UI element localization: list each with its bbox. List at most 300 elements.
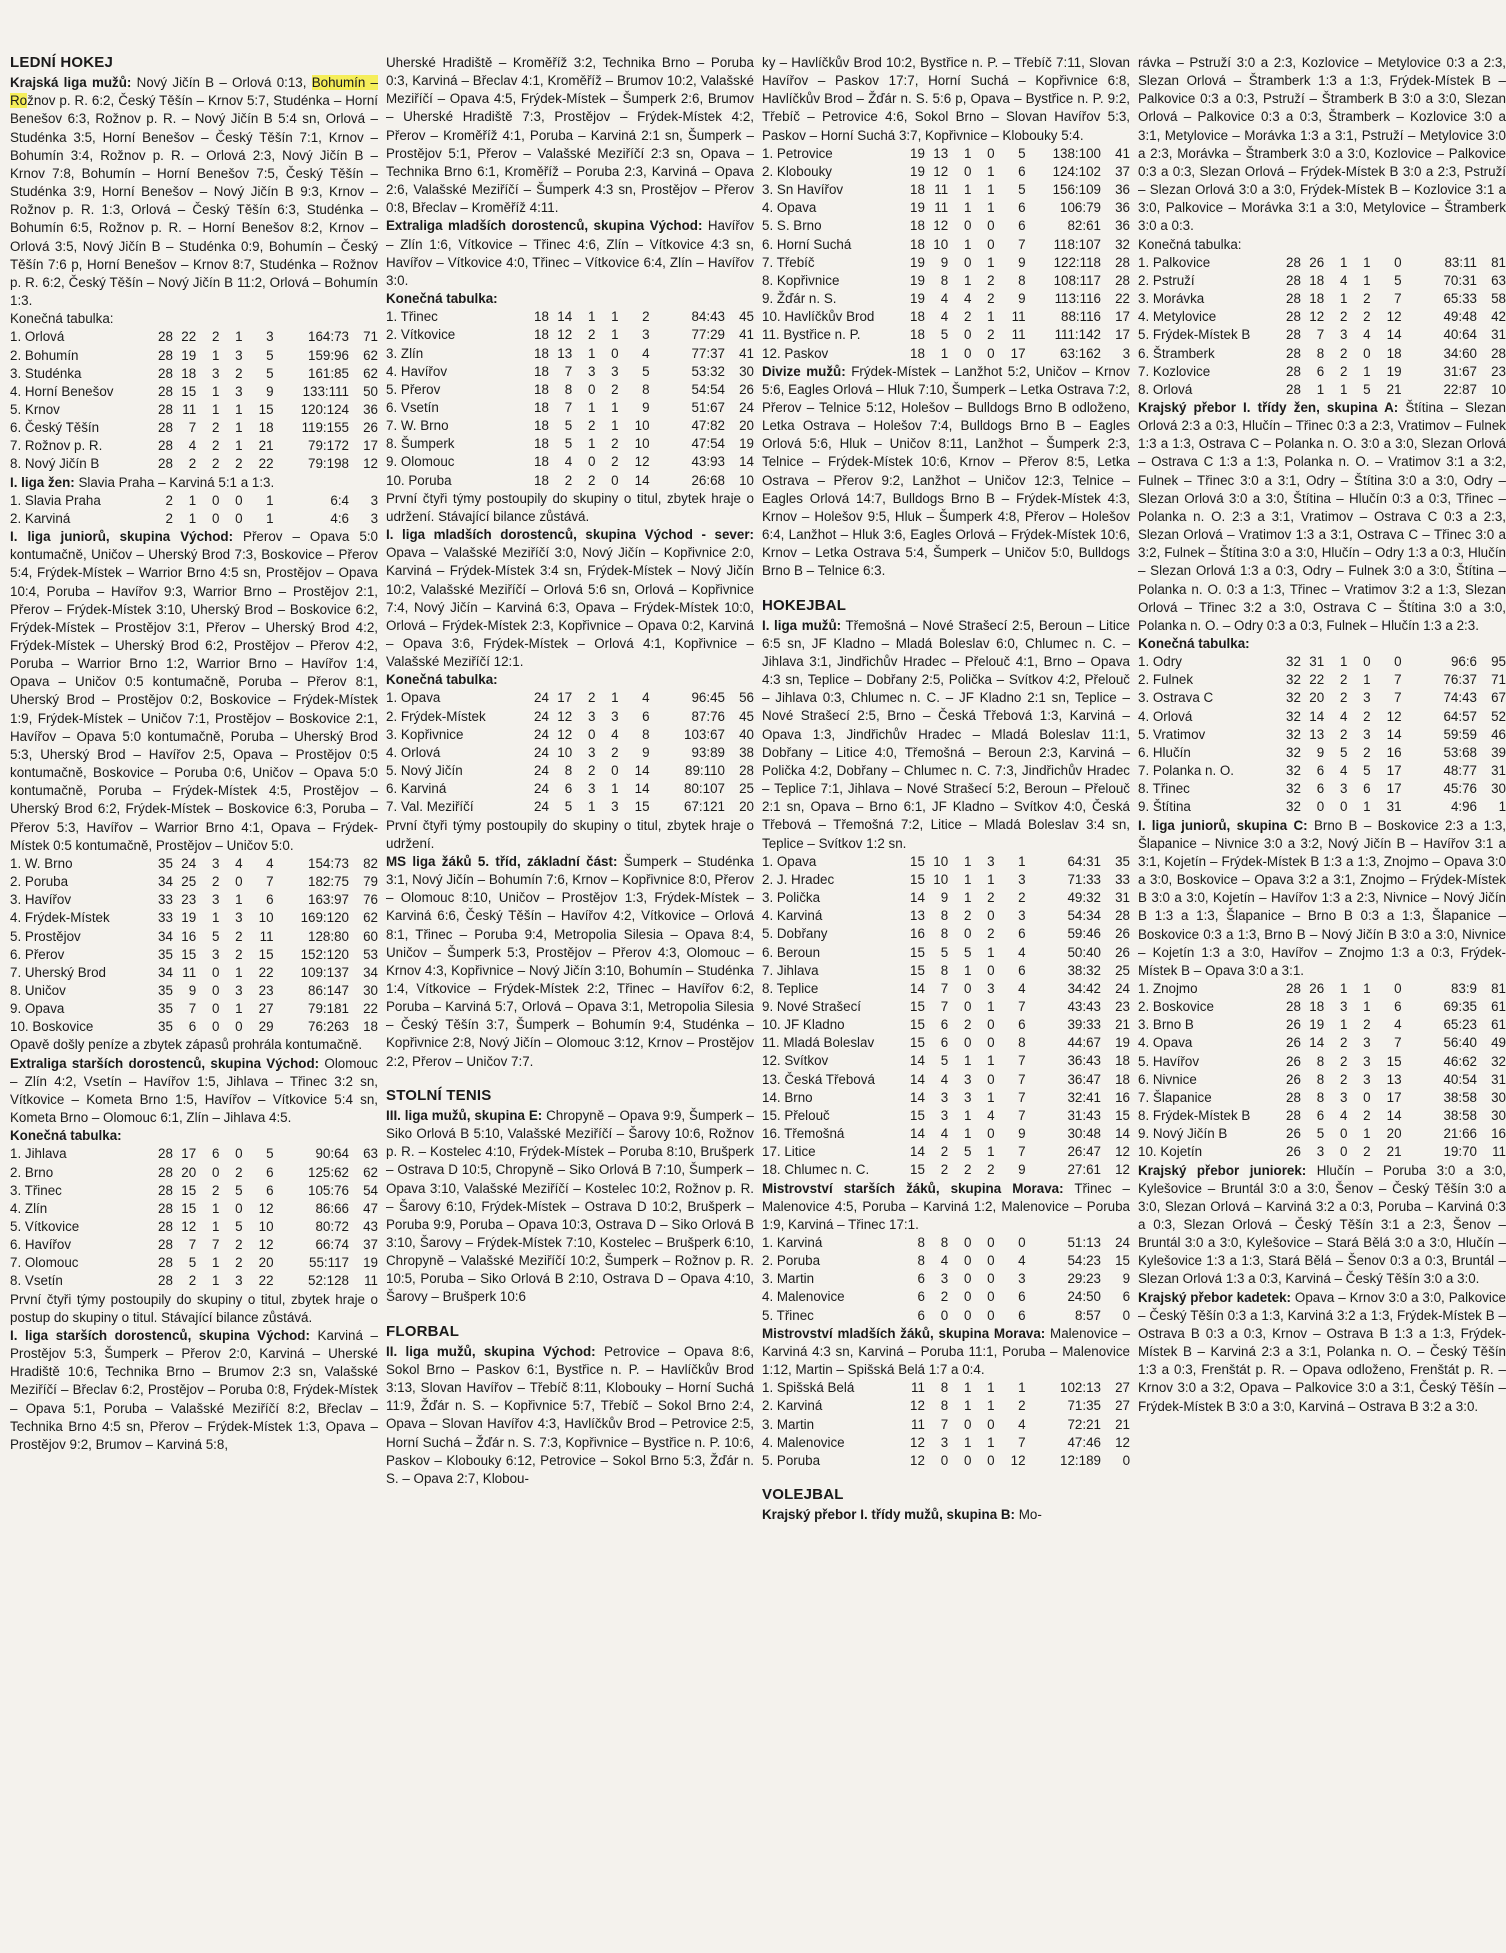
stat-cell: 82:61 <box>1067 218 1101 234</box>
stat-cell: 3 <box>235 1273 243 1289</box>
stat-cell: 26:68 <box>691 472 725 488</box>
stat-cell: 2 <box>211 874 220 890</box>
team-name: 7. Kozlovice <box>1138 363 1211 379</box>
stat-cell: 15 <box>910 1017 925 1033</box>
stat-cell: 61 <box>1491 1017 1506 1033</box>
results-paragraph <box>1138 1289 1506 1416</box>
stat-cell: 45 <box>739 708 755 724</box>
table-row <box>10 946 378 964</box>
stat-cell: 0 <box>963 345 972 361</box>
stat-cell: 2 <box>1339 672 1348 688</box>
stat-cell: 18 <box>910 182 925 198</box>
stat-cell: 2 <box>235 1237 243 1253</box>
stat-cell: 14 <box>557 309 573 325</box>
stat-cell: 0 <box>611 345 619 361</box>
stat-cell: 2 <box>987 291 995 307</box>
table-row <box>1138 744 1506 762</box>
team-name: 6. Přerov <box>10 946 65 962</box>
stat-cell: 19 <box>910 145 925 161</box>
table-row <box>10 401 378 419</box>
stat-cell: 1 <box>987 998 995 1014</box>
team-name: 6. Horní Suchá <box>762 236 852 252</box>
stat-cell: 12 <box>933 163 949 179</box>
stat-cell: 3 <box>370 492 379 508</box>
table-row <box>1138 345 1506 363</box>
results-text: rávka – Pstruží 3:0 a 2:3, Kozlovice – Metylovice 0:3 a 2:3, Slezan Orlová – Štramberk 1:3 a 1:3, Frýdek-Místek B – Palkovice 0:3 a 0:3, Pstruží – Štramberk B 3:0 a 3:0, Slezan Orlová – Palkovice 0:3 a 0:3, Štramberk – Kozlovice 3:0 a 3:1, Metylovice – Morávka 1:3 a 3:1, Pstruží – Metylovice 3:0 a 2:3, Morávka – Štramberk 3:0 a 3:0, Kozlovice – Palkovice 0:3 a 0:3, Slezan Orlová – Frýdek-Místek B 3:0 a 2:3, Pstruží – Slezan Orlová 3:0 a 3:0, Frýdek-Místek B – Kozlovice 3:1 a 3:0, Palkovice – Morávka 3:1 a 3:0, Metylovice – Štramberk 3:0 a 0:3. <box>1138 55 1506 234</box>
team-name: 11. Mladá Boleslav <box>762 1035 875 1051</box>
stat-cell: 2 <box>235 928 243 944</box>
stat-cell: 19 <box>181 910 197 926</box>
stat-cell: 47 <box>363 1200 379 1216</box>
stat-cell: 4 <box>1339 763 1348 779</box>
table-row <box>386 708 754 726</box>
stat-cell: 11 <box>182 964 197 980</box>
stat-cell: 23 <box>1491 363 1506 379</box>
stat-cell: 30 <box>1491 781 1506 797</box>
stat-cell: 6 <box>642 708 650 724</box>
stat-cell: 0 <box>587 726 596 742</box>
stat-cell: 5 <box>266 365 274 381</box>
stat-cell: 9 <box>188 982 197 998</box>
stat-cell: 3 <box>1339 999 1348 1015</box>
stat-cell: 32 <box>1286 781 1301 797</box>
stat-cell: 74:43 <box>1443 690 1477 706</box>
table-row <box>762 1252 1130 1270</box>
stat-cell: 3 <box>987 980 995 996</box>
stat-cell: 20 <box>181 1164 197 1180</box>
results-text: Olomouc – Zlín 4:2, Vsetín – Havířov 1:5, Jihlava – Třinec 3:2 sn, Vítkovice – Kometa Brno 1:5, Havířov – Vítkovice 5:4 sn, Kometa Brno – Olomouc 6:1, Zlín – Jihlava 4:5. <box>10 1055 378 1126</box>
stat-cell: 1 <box>963 962 972 978</box>
stat-cell: 6 <box>1018 1289 1026 1305</box>
stat-cell: 4 <box>642 345 650 361</box>
stat-cell: 0 <box>1394 654 1402 670</box>
stat-cell: 10 <box>258 910 274 926</box>
stat-cell: 1 <box>940 345 949 361</box>
stat-cell: 36 <box>1115 200 1131 216</box>
stat-cell: 54:23 <box>1067 1253 1101 1269</box>
stat-cell: 156:109 <box>1052 182 1101 198</box>
stat-cell: 28 <box>158 1219 173 1234</box>
competition-name: MS liga žáků 5. tříd, základní část: <box>386 853 618 869</box>
stat-cell: 5 <box>188 1255 197 1271</box>
stat-cell: 5 <box>266 347 274 363</box>
stat-cell: 56:40 <box>1443 1035 1477 1051</box>
team-name: 2. Klobouky <box>762 163 832 179</box>
stat-cell: 32 <box>1491 1053 1506 1069</box>
stat-cell: 9 <box>1018 1126 1026 1142</box>
stat-cell: 15 <box>634 799 650 815</box>
stat-cell: 17 <box>1386 763 1402 779</box>
stat-cell: 28 <box>158 438 173 454</box>
stat-cell: 1 <box>963 236 972 252</box>
standings-table <box>762 1379 1130 1470</box>
stat-cell: 12 <box>1010 1452 1026 1468</box>
stat-cell: 1 <box>987 1398 995 1414</box>
stat-cell: 2 <box>235 946 243 962</box>
table-row <box>10 455 378 473</box>
stat-cell: 2 <box>940 1144 949 1160</box>
stat-cell: 12 <box>258 1200 274 1216</box>
stat-cell: 8 <box>564 763 573 779</box>
stat-cell: 59:46 <box>1067 926 1101 942</box>
stat-cell: 7 <box>564 363 573 379</box>
team-name: 7. Polanka n. O. <box>1138 763 1235 779</box>
stat-cell: 1 <box>211 383 220 399</box>
team-name: 3. Polička <box>762 890 821 906</box>
stat-cell: 28 <box>158 420 173 436</box>
stat-cell: 3 <box>963 1071 972 1087</box>
team-name: 8. Nový Jičín B <box>10 456 100 472</box>
stat-cell: 1 <box>987 1089 995 1105</box>
stat-cell: 9 <box>1018 1162 1026 1178</box>
stat-cell: 3 <box>1363 690 1371 706</box>
stat-cell: 8 <box>940 926 949 942</box>
stat-cell: 3 <box>987 853 995 869</box>
stat-cell: 66:74 <box>315 1237 349 1253</box>
stat-cell: 20 <box>739 799 755 815</box>
stat-cell: 30 <box>1491 1089 1506 1105</box>
team-name: 7. W. Brno <box>386 418 449 434</box>
stat-cell: 9 <box>642 399 650 415</box>
stat-cell: 4 <box>1363 327 1371 343</box>
stat-cell: 0 <box>987 1235 995 1250</box>
stat-cell: 1 <box>587 345 596 361</box>
stat-cell: 5 <box>940 327 949 343</box>
stat-cell: 0 <box>987 1035 995 1051</box>
results-paragraph <box>386 217 754 290</box>
stat-cell: 0 <box>1363 1089 1371 1105</box>
stat-cell: 34 <box>363 964 379 980</box>
table-row <box>10 365 378 383</box>
table-row <box>1138 381 1506 399</box>
stat-cell: 3 <box>211 855 220 871</box>
stat-cell: 18 <box>534 472 549 488</box>
stat-cell: 1 <box>987 944 995 960</box>
table-row <box>10 1145 378 1163</box>
stat-cell: 14 <box>910 1071 925 1087</box>
table-row <box>762 1452 1130 1470</box>
stat-cell: 8 <box>940 962 949 978</box>
stat-cell: 2 <box>940 1162 949 1178</box>
stat-cell: 1 <box>1363 799 1371 815</box>
table-row <box>762 1397 1130 1415</box>
stat-cell: 3 <box>587 744 596 760</box>
stat-cell: 26 <box>1309 980 1325 996</box>
table-label: Konečná tabulka: <box>1138 236 1242 252</box>
stat-cell: 38:58 <box>1443 1108 1477 1124</box>
team-name: 3. Morávka <box>1138 291 1205 307</box>
stat-cell: 21:66 <box>1443 1126 1477 1142</box>
team-name: 7. Šlapanice <box>1138 1089 1212 1105</box>
stat-cell: 32 <box>1286 654 1301 670</box>
stat-cell: 79:198 <box>308 456 349 472</box>
stat-cell: 2 <box>963 1017 972 1033</box>
stat-cell: 0 <box>1018 1235 1026 1250</box>
table-row <box>386 780 754 798</box>
table-row <box>762 345 1130 363</box>
standings-table <box>1138 653 1506 816</box>
table-row <box>1138 726 1506 744</box>
team-name: 5. S. Brno <box>762 218 822 234</box>
table-row <box>10 328 378 346</box>
competition-name: Krajský přebor I. třídy žen, skupina A: <box>1138 399 1399 415</box>
stat-cell: 2 <box>235 1255 243 1271</box>
stat-cell: 7 <box>188 420 197 436</box>
stat-cell: 10 <box>739 472 755 488</box>
team-name: 1. Orlová <box>10 329 65 345</box>
stat-cell: 18 <box>1309 291 1325 307</box>
stat-cell: 8 <box>1316 1053 1325 1069</box>
team-name: 1. Odry <box>1138 654 1182 670</box>
standings-table <box>10 855 378 1037</box>
stat-cell: 3 <box>266 329 274 345</box>
stat-cell: 2 <box>587 763 596 779</box>
table-row <box>386 417 754 435</box>
stat-cell: 28 <box>158 365 173 381</box>
stat-cell: 26 <box>1286 1144 1301 1160</box>
stat-cell: 4 <box>188 438 197 454</box>
stat-cell: 2 <box>1339 1071 1348 1087</box>
stat-cell: 5 <box>235 1182 243 1198</box>
team-name: 7. Olomouc <box>10 1255 79 1271</box>
stat-cell: 24 <box>1115 980 1131 996</box>
stat-cell: 1 <box>1339 654 1348 670</box>
stat-cell: 0 <box>611 763 619 779</box>
stat-cell: 35 <box>158 982 173 998</box>
stat-cell: 15 <box>910 1035 925 1051</box>
team-name: 2. Bohumín <box>10 347 79 363</box>
stat-cell: 1 <box>1339 291 1348 307</box>
stat-cell: 3 <box>1363 1035 1371 1051</box>
stat-cell: 24 <box>739 399 755 415</box>
results-text: Karviná – Prostějov 5:3, Šumperk – Přerov 2:0, Karviná – Uherské Hradiště 10:6, Technika Brno – Brumov 2:3 sn, Valašské Meziříčí – Břeclav 6:2, Prostějov – Poruba 0:8, Frýdek-Místek – Opava 5:1, Poruba – Valašské Meziříčí 8:2, Břeclav – Technika Brno 4:5 sn, Přerov – Frýdek-Místek 1:3, Opava – Prostějov 9:2, Brumov – Karviná 5:8, <box>10 1327 378 1452</box>
stat-cell: 1 <box>211 1200 220 1216</box>
stat-cell: 17 <box>1386 781 1402 797</box>
stat-cell: 12 <box>1115 1434 1131 1450</box>
stat-cell: 4 <box>1339 708 1348 724</box>
table-row <box>1138 1125 1506 1143</box>
stat-cell: 30 <box>363 982 379 998</box>
stat-cell: 19 <box>1309 1017 1325 1033</box>
stat-cell: 4 <box>1339 1108 1348 1124</box>
standings-table <box>762 853 1130 1180</box>
results-text: ky – Havlíčkův Brod 10:2, Bystřice n. P. – Třebíč 7:11, Slovan Havířov – Paskov 17:7, Horní Suchá – Kopřivnice 6:8, Havlíčkův Brod – Žďár n. S. 5:6 p, Opava – Bystřice n. P. 9:2, Třebíč – Petrovice 4:6, Sokol Brno – Slovan Havířov 5:3, Paskov – Horní Suchá 3:7, Kopřivnice – Klobouky 5:4. <box>762 55 1130 143</box>
stat-cell: 15 <box>910 853 925 869</box>
competition-name: II. liga mužů, skupina Východ: <box>386 1343 596 1359</box>
stat-cell: 2 <box>188 456 197 472</box>
table-row <box>10 1254 378 1272</box>
stat-cell: 1 <box>1363 254 1371 270</box>
stat-cell: 0 <box>235 1200 243 1216</box>
stat-cell: 26 <box>1115 926 1131 942</box>
team-name: 2. Poruba <box>762 1253 821 1269</box>
results-text: Havířov – Zlín 1:6, Vítkovice – Třinec 4:6, Zlín – Vítkovice 4:3 sn, Havířov – Vítkovice 4:0, Třinec – Vítkovice 6:4, Zlín – Havířov 3:0. <box>386 218 754 288</box>
stat-cell: 2 <box>963 908 972 924</box>
table-row <box>1138 708 1506 726</box>
section-heading: STOLNÍ TENIS <box>386 1086 492 1104</box>
stat-cell: 28 <box>158 1200 173 1216</box>
stat-cell: 3 <box>1363 1071 1371 1087</box>
stat-cell: 18 <box>910 345 925 361</box>
table-row <box>386 726 754 744</box>
table-row <box>10 1236 378 1254</box>
stat-cell: 1 <box>587 309 596 325</box>
stat-cell: 0 <box>963 980 972 996</box>
results-paragraph <box>386 1107 754 1307</box>
competition-name: I. liga starších dorostenců, skupina Východ: <box>10 1327 310 1343</box>
stat-cell: 35 <box>158 855 173 871</box>
stat-cell: 41 <box>1115 145 1131 161</box>
results-text: Štítina – Slezan Orlová 2:3 a 0:3, Hlučín – Třinec 0:3 a 2:3, Vratimov – Fulnek 1:3 a 1:3, Ostrava C – Polanka n. O. 3:0 a 3:0, Slezan Orlová – Ostrava C 1:3 a 1:3, Polanka n. O. – Vratimov 3:1 a 3:2, Fulnek – Třinec 3:0 a 3:1, Odry – Štítina 3:0 a 3:0, Odry – Slezan Orlová 3:0 a 3:0, Štítina – Hlučín 0:3 a 0:3, Třinec – Polanka n. O. 2:3 a 3:1, Vratimov – Ostrava C 0:3 a 2:3, Slezan Orlová – Vratimov 1:3 a 3:1, Ostrava C – Třinec 3:0 a 3:2, Fulnek – Štítina 3:0 a 3:0, Hlučín – Odry 1:3 a 0:3, Hlučín – Slezan Orlová 1:3 a 0:3, Odry – Fulnek 3:0 a 3:0, Štítina – Polanka n. O. 0:3 a 1:3, Třinec – Vratimov 3:2 a 1:3, Slezan Orlová – Třinec 3:2 a 3:0, Ostrava C – Štítina 3:0 a 3:0, Polanka n. O. – Odry 0:3 a 0:3, Fulnek – Hlučín 1:3 a 2:3. <box>1138 399 1506 633</box>
team-name: 8. Orlová <box>1138 381 1193 397</box>
stat-cell: 2 <box>1363 744 1371 760</box>
results-text: Šumperk – Studénka 3:1, Nový Jičín – Bohumín 7:6, Krnov – Kopřivnice 8:0, Přerov – Olomouc 8:10, Uničov – Prostějov 1:3, Frýdek-Místek – Karviná 6:6, Český Těšín – Havířov 4:2, Vítkovice – Orlová 8:1, Třinec – Poruba 9:4, Metropolia Silesia – Opava 8:4, Uničov – Šumperk 5:3, Prostějov – Přerov 4:3, Olomouc – Krnov 4:3, Kopřivnice – Nový Jičín 3:10, Bohumín – Studénka 1:4, Vítkovice – Frýdek-Místek 2:2, Třinec – Havířov 6:2, Poruba – Karviná 5:7, Orlová – Opava 3:1, Metropolia Silesia – Český Těšín 3:7, Šumperk – Bohumín 9:4, Studénka – Kopřivnice 2:8, Nový Jičín – Olomouc 3:12, Krnov – Prostějov 2:2, Přerov – Uničov 7:7. <box>386 853 754 1069</box>
stat-cell: 24 <box>1115 1235 1131 1250</box>
stat-cell: 17 <box>363 438 379 454</box>
stat-cell: 12 <box>181 1219 197 1234</box>
team-name: 17. Litice <box>762 1144 816 1160</box>
results-text: Slavia Praha – Karviná 5:1 a 1:3. <box>74 474 275 490</box>
stat-cell: 12 <box>910 1398 925 1414</box>
table-row <box>762 1125 1130 1143</box>
stat-cell: 22 <box>1115 291 1131 307</box>
team-name: 4. Malenovice <box>762 1434 845 1450</box>
stat-cell: 0 <box>1339 1144 1348 1160</box>
stat-cell: 19 <box>181 347 197 363</box>
stat-cell: 0 <box>211 982 220 998</box>
stat-cell: 7 <box>940 998 949 1014</box>
stat-cell: 6 <box>266 1182 274 1198</box>
stat-cell: 4 <box>940 1126 949 1142</box>
stat-cell: 17 <box>1115 309 1131 325</box>
stat-cell: 36:47 <box>1067 1071 1101 1087</box>
stat-cell: 0 <box>987 908 995 924</box>
stat-cell: 7 <box>940 1416 949 1432</box>
column-4 <box>1138 54 1506 1953</box>
results-paragraph <box>1138 1162 1506 1289</box>
stat-cell: 1 <box>987 871 995 887</box>
stat-cell: 28 <box>158 1164 173 1180</box>
stat-cell: 28 <box>1115 908 1131 924</box>
stat-cell: 31:43 <box>1067 1107 1101 1123</box>
stat-cell: 8 <box>564 381 573 397</box>
stat-cell: 15 <box>910 944 925 960</box>
stat-cell: 26 <box>1286 1126 1301 1142</box>
stat-cell: 39:33 <box>1067 1017 1101 1033</box>
stat-cell: 8 <box>642 381 650 397</box>
competition-name: I. liga juniorů, skupina Východ: <box>10 529 234 545</box>
stat-cell: 24 <box>534 799 549 815</box>
team-name: 1. Karviná <box>762 1235 823 1250</box>
stat-cell: 28 <box>1115 254 1131 270</box>
stat-cell: 65:23 <box>1443 1017 1477 1033</box>
stat-cell: 31 <box>1309 654 1325 670</box>
stat-cell: 31 <box>1386 799 1402 815</box>
stat-cell: 6 <box>940 1035 949 1051</box>
stat-cell: 5 <box>1339 744 1348 760</box>
table-row <box>10 1200 378 1218</box>
column-1 <box>10 54 378 1953</box>
stat-cell: 12 <box>1309 309 1325 325</box>
stat-cell: 6 <box>940 1017 949 1033</box>
stat-cell: 17 <box>181 1146 197 1162</box>
stat-cell: 18 <box>910 309 925 325</box>
stat-cell: 5 <box>211 928 220 944</box>
stat-cell: 28 <box>1286 254 1301 270</box>
stat-cell: 14 <box>739 454 755 470</box>
results-paragraph <box>386 490 754 526</box>
stat-cell: 18 <box>534 436 549 452</box>
results-paragraph <box>10 1055 378 1128</box>
stat-cell: 26 <box>1286 1071 1301 1087</box>
stat-cell: 1 <box>235 964 243 980</box>
stat-cell: 5 <box>1316 1126 1325 1142</box>
stat-cell: 3 <box>642 327 650 343</box>
team-name: 1. Petrovice <box>762 145 833 161</box>
results-paragraph <box>1138 399 1506 635</box>
stat-cell: 1 <box>188 492 197 508</box>
stat-cell: 17 <box>1010 345 1026 361</box>
stat-cell: 12 <box>634 454 650 470</box>
stat-cell: 0 <box>211 1019 220 1035</box>
stat-cell: 62 <box>363 347 379 363</box>
stat-cell: 2 <box>587 418 596 434</box>
stat-cell: 0 <box>1122 1307 1131 1323</box>
stat-cell: 14 <box>910 1053 925 1069</box>
stat-cell: 1 <box>987 182 995 198</box>
table-row <box>762 1052 1130 1070</box>
stat-cell: 0 <box>211 964 220 980</box>
stat-cell: 7 <box>1394 1035 1402 1051</box>
stat-cell: 13 <box>1386 1071 1402 1087</box>
stat-cell: 17 <box>1386 1089 1402 1105</box>
stat-cell: 55:117 <box>309 1255 349 1271</box>
table-row <box>1138 653 1506 671</box>
stat-cell: 0 <box>963 1307 972 1323</box>
stat-cell: 49:48 <box>1443 309 1477 325</box>
stat-cell: 12 <box>363 456 379 472</box>
stat-cell: 2 <box>211 438 220 454</box>
stat-cell: 0 <box>235 510 243 526</box>
stat-cell: 28 <box>158 347 173 363</box>
table-row <box>762 1143 1130 1161</box>
table-row <box>1138 1034 1506 1052</box>
team-name: 3. Martin <box>762 1271 815 1287</box>
competition-name: Krajský přebor juniorek: <box>1138 1162 1307 1178</box>
stat-cell: 3 <box>1339 1089 1348 1105</box>
stat-cell: 15 <box>1115 1107 1131 1123</box>
team-name: 6. Štramberk <box>1138 345 1215 361</box>
stat-cell: 5 <box>564 418 573 434</box>
team-name: 4. Orlová <box>386 744 441 760</box>
stat-cell: 61 <box>1491 999 1506 1015</box>
stat-cell: 18 <box>1115 1071 1131 1087</box>
stat-cell: 19:70 <box>1443 1144 1477 1160</box>
stat-cell: 3 <box>940 1107 949 1123</box>
stat-cell: 1 <box>987 163 995 179</box>
stat-cell: 13 <box>910 908 925 924</box>
results-text: Frýdek-Místek – Lanžhot 5:2, Uničov – Krnov 5:6, Eagles Orlová – Hluk 7:10, Šumperk – Letka Ostrava 7:2, Přerov – Telnice 5:12, Holešov – Bulldogs Brno B odloženo, Letka Ostrava – Holešov 7:4, Bulldogs Brno B – Eagles Orlová 5:6, Hluk – Uničov 8:11, Lanžhot – Šumperk 2:3, Telnice – Frýdek-Místek 10:6, Krnov – Přerov 8:5, Letka Ostrava – Přerov 9:2, Lanžhot – Uničov 12:3, Telnice – Eagles Orlová 14:7, Bulldogs Brno B – Frýdek-Místek 4:3, Krnov – Holešov 9:5, Hluk – Šumperk 4:8, Přerov – Holešov 6:4, Lanžhot – Hluk 3:6, Eagles Orlová – Frýdek-Místek 10:6, Krnov – Letka Ostrava 5:4, Šumperk – Uničov 5:0, Bulldogs Brno B – Telnice 6:3. <box>762 363 1130 579</box>
team-name: 4. Havířov <box>386 363 448 379</box>
results-text: Hlučín – Poruba 3:0 a 3:0, Kylešovice – Bruntál 3:0 a 3:0, Šenov – Český Těšín 3:0 a 3:0, Slezan Orlová – Karviná 3:2 a 0:3, Poruba – Karviná 0:3 a 0:3, Slezan Orlová – Český Těšín 3:1 a 2:3, Šenov – Bruntál 3:0 a 3:0, Kylešovice – Stará Bělá 3:0 a 3:0, Hlučín – Kylešovice 1:3 a 1:3, Stará Bělá – Šenov 0:3 a 0:3, Bruntál – Slezan Orlová 1:3 a 0:3, Karviná – Český Těšín 3:0 a 3:0. <box>1138 1162 1506 1287</box>
stat-cell: 14 <box>1115 1126 1131 1142</box>
stat-cell: 0 <box>1339 799 1348 815</box>
stat-cell: 32 <box>1286 690 1301 706</box>
stat-cell: 4 <box>1018 980 1026 996</box>
standings-table <box>386 308 754 490</box>
stat-cell: 16 <box>1491 1126 1506 1142</box>
stat-cell: 24 <box>534 708 549 724</box>
